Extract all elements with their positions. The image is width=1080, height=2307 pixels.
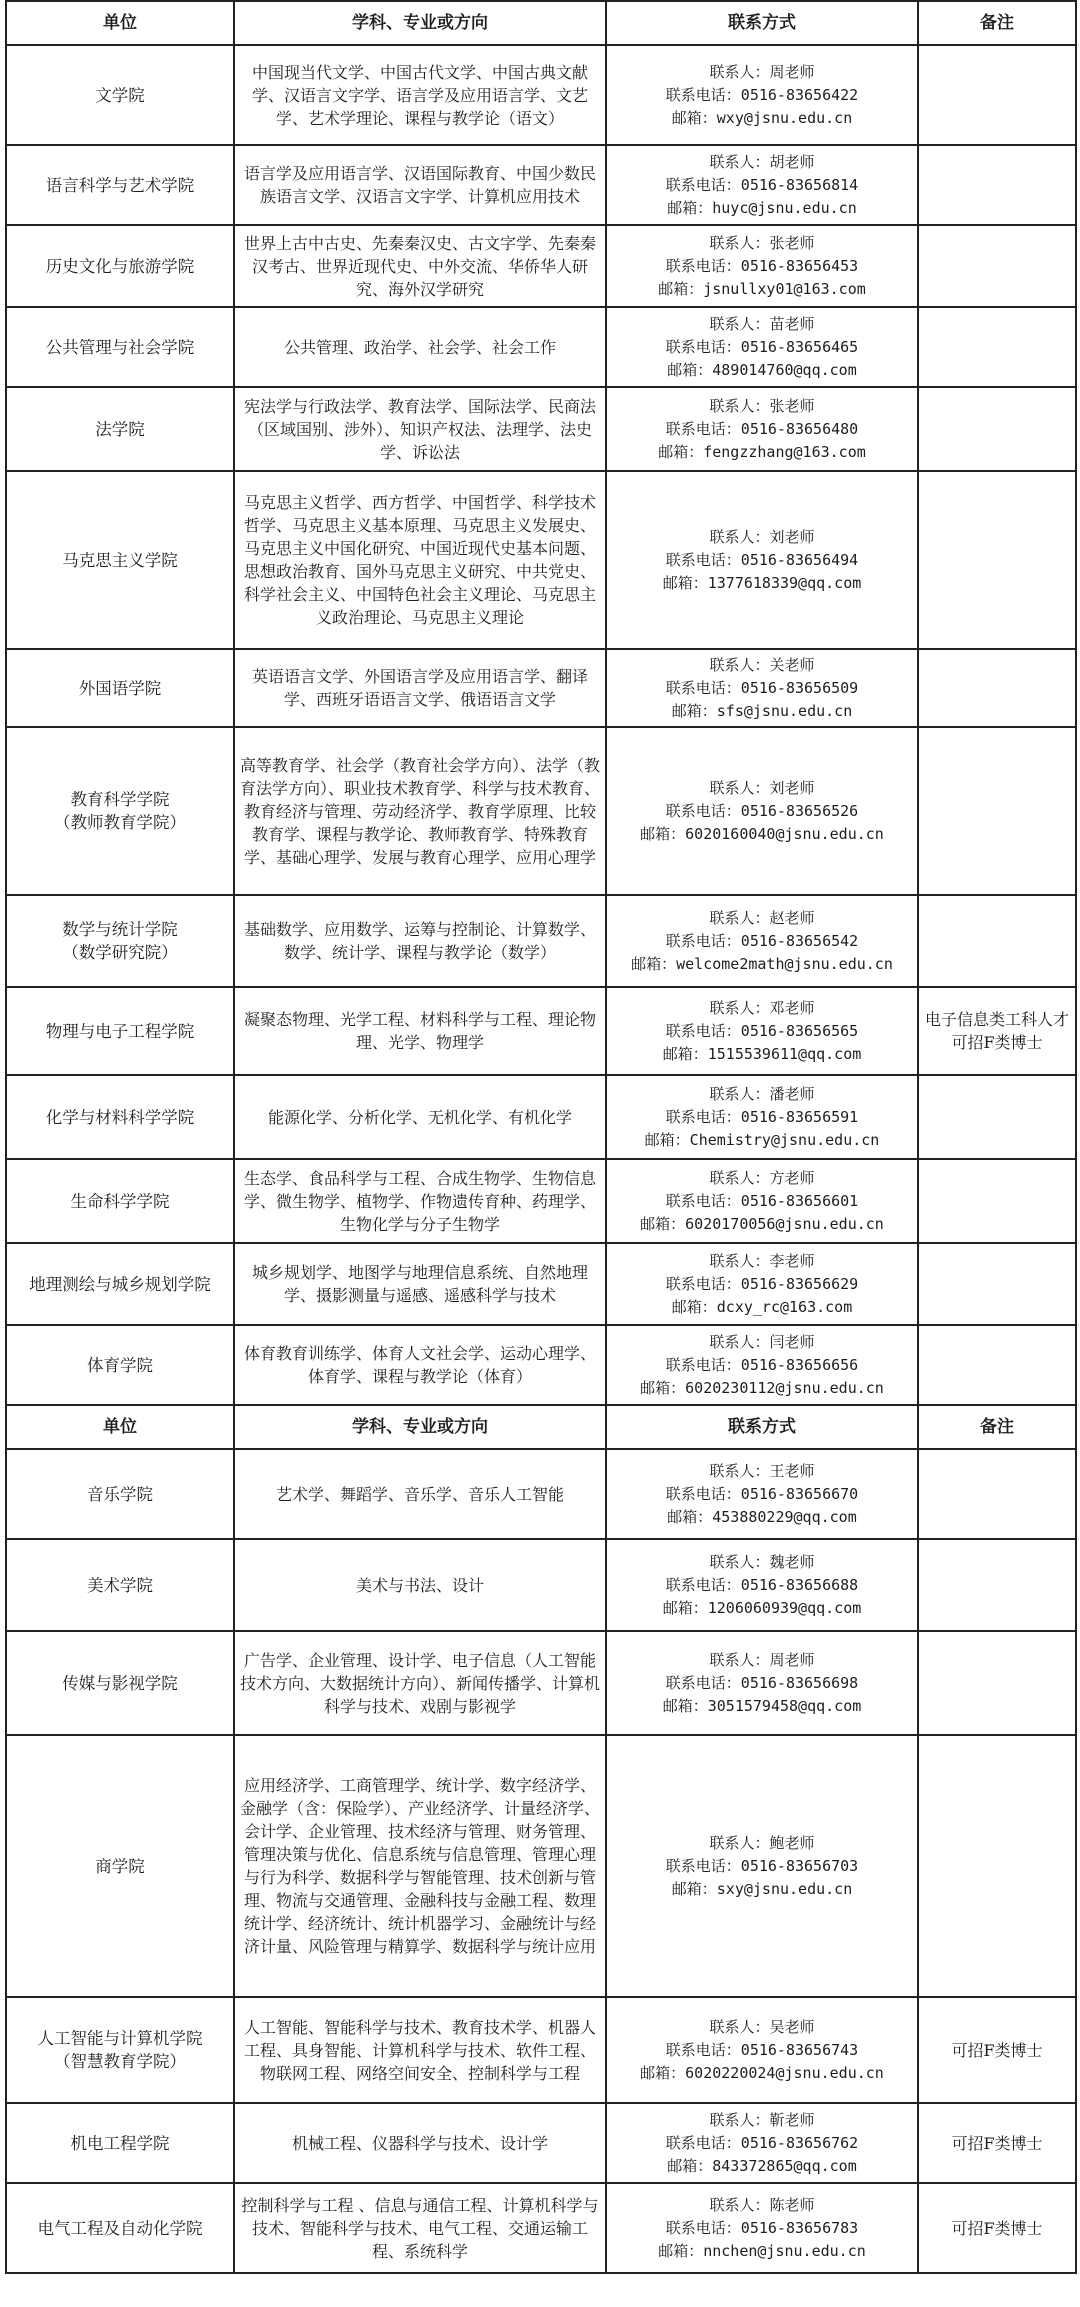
contact-phone: 联系电话：0516-83656494 (665, 550, 859, 569)
contact-cell (606, 45, 918, 145)
contact-person: 联系人：刘老师 (709, 527, 815, 546)
contact-person: 联系人：赵老师 (709, 908, 815, 927)
note-cell (918, 471, 1076, 649)
contact-email: 邮箱：453880229@qq.com (667, 1507, 857, 1526)
contact-email: 邮箱：6020230112@jsnu.edu.cn (640, 1378, 884, 1397)
header-row (6, 1, 1076, 45)
subject-cell: 英语语言文学、外国语言学及应用语言学、翻译学、西班牙语语言文学、俄语语言文学 (234, 649, 606, 727)
table-row (6, 727, 1076, 895)
contact-phone: 联系电话：0516-83656480 (665, 419, 859, 438)
table-row (6, 1997, 1076, 2103)
contact-phone: 联系电话：0516-83656509 (665, 678, 859, 697)
subject-cell: 城乡规划学、地图学与地理信息系统、自然地理学、摄影测量与遥感、遥感科学与技术 (234, 1243, 606, 1325)
contact-person: 联系人：王老师 (709, 1461, 815, 1480)
unit-name: 马克思主义学院 (62, 550, 178, 570)
note-cell: 可招F类博士 (918, 2103, 1076, 2183)
table-row (6, 1735, 1076, 1997)
contact-phone: 联系电话：0516-83656698 (665, 1673, 859, 1692)
contact-email: 邮箱：huyc@jsnu.edu.cn (667, 198, 857, 217)
unit-cell (6, 1325, 234, 1405)
subject-cell: 应用经济学、工商管理学、统计学、数字经济学、金融学（含：保险学）、产业经济学、计量经济学、会计学、企业管理、技术经济与管理、财务管理、管理决策与优化、信息系统与信息管理、管理心理与行为科学、数据科学与智能管理、技术创新与管理、物流与交通管理、金融科技与金融工程、数理统计学、经济统计、统计机器学习、金融统计与经济计量、风险管理与精算学、数据科学与统计应用 (234, 1735, 606, 1997)
contact-email: 邮箱：dcxy_rc@163.com (671, 1297, 853, 1316)
unit-name: 人工智能与计算机学院 (37, 2029, 203, 2048)
subject-cell: 宪法学与行政法学、教育法学、国际法学、民商法（区域国别、涉外）、知识产权法、法理学、法史学、诉讼法 (234, 387, 606, 471)
unit-cell (6, 307, 234, 387)
contact-phone: 联系电话：0516-83656783 (665, 2218, 859, 2237)
contact-person: 联系人：苗老师 (709, 314, 815, 333)
unit-cell (6, 471, 234, 649)
unit-name: 法学院 (95, 419, 145, 439)
note-cell: 电子信息类工科人才可招F类博士 (918, 987, 1076, 1075)
unit-name: 化学与材料科学学院 (45, 1107, 195, 1127)
note-cell (918, 1449, 1076, 1539)
unit-name: 语言科学与艺术学院 (45, 175, 195, 195)
contact-phone: 联系电话：0516-83656670 (665, 1484, 859, 1503)
note-cell: 可招F类博士 (918, 2183, 1076, 2273)
note-cell (918, 45, 1076, 145)
table-row (6, 987, 1076, 1075)
unit-name: 传媒与影视学院 (62, 1673, 178, 1693)
unit-cell (6, 1539, 234, 1631)
contact-cell (606, 307, 918, 387)
contact-phone: 联系电话：0516-83656814 (665, 175, 859, 194)
table-row (6, 1449, 1076, 1539)
contact-person: 联系人：张老师 (709, 396, 815, 415)
contact-phone: 联系电话：0516-83656465 (665, 337, 859, 356)
unit-cell (6, 1997, 234, 2103)
unit-cell (6, 987, 234, 1075)
contact-email: 邮箱：1515539611@qq.com (662, 1044, 862, 1063)
table-row (6, 2103, 1076, 2183)
table-row (6, 1243, 1076, 1325)
subject-cell: 广告学、企业管理、设计学、电子信息（人工智能技术方向、大数据统计方向）、新闻传播学、计算机科学与技术、戏剧与影视学 (234, 1631, 606, 1735)
contact-email: 邮箱：wxy@jsnu.edu.cn (671, 108, 853, 127)
contact-email: 邮箱：1206060939@qq.com (662, 1598, 862, 1617)
unit-name: 美术学院 (87, 1575, 153, 1595)
subject-cell: 人工智能、智能科学与技术、教育技术学、机器人工程、具身智能、计算机科学与技术、软件工程、物联网工程、网络空间安全、控制科学与工程 (234, 1997, 606, 2103)
contact-cell (606, 649, 918, 727)
unit-cell (6, 225, 234, 307)
contact-phone: 联系电话：0516-83656601 (665, 1191, 859, 1210)
contact-email: 邮箱：6020220024@jsnu.edu.cn (640, 2063, 884, 2082)
table-row (6, 895, 1076, 987)
contact-cell (606, 1997, 918, 2103)
header-row-repeat (6, 1405, 1076, 1449)
note-cell (918, 145, 1076, 225)
note-cell (918, 727, 1076, 895)
subject-cell: 马克思主义哲学、西方哲学、中国哲学、科学技术哲学、马克思主义基本原理、马克思主义发展史、马克思主义中国化研究、中国近现代史基本问题、思想政治教育、国外马克思主义研究、中共党史、科学社会主义、中国特色社会主义理论、马克思主义政治理论、马克思主义理论 (234, 471, 606, 649)
unit-name: （教师教育学院） (54, 813, 186, 832)
unit-cell (6, 387, 234, 471)
unit-name: 物理与电子工程学院 (45, 1021, 195, 1041)
subject-cell: 生态学、食品科学与工程、合成生物学、生物信息学、微生物学、植物学、作物遗传育种、药理学、生物化学与分子生物学 (234, 1159, 606, 1243)
contact-email: 邮箱：fengzzhang@163.com (658, 442, 866, 461)
contact-phone: 联系电话：0516-83656453 (665, 256, 859, 275)
table-row (6, 1159, 1076, 1243)
contact-cell (606, 1159, 918, 1243)
unit-cell (6, 2103, 234, 2183)
contact-email: 邮箱：1377618339@qq.com (662, 573, 862, 592)
note-cell (918, 1735, 1076, 1997)
contact-person: 联系人：刘老师 (709, 778, 815, 797)
contact-phone: 联系电话：0516-83656591 (665, 1107, 859, 1126)
contact-phone: 联系电话：0516-83656688 (665, 1575, 859, 1594)
contact-person: 联系人：陈老师 (709, 2195, 815, 2214)
table-row (6, 1539, 1076, 1631)
header-unit: 单位 (6, 1405, 234, 1449)
unit-cell (6, 1075, 234, 1159)
unit-name: 体育学院 (87, 1355, 153, 1375)
contact-email: 邮箱：3051579458@qq.com (662, 1696, 862, 1715)
subject-cell: 高等教育学、社会学（教育社会学方向）、法学（教育法学方向）、职业技术教育学、科学与技术教育、教育经济与管理、劳动经济学、教育学原理、比较教育学、课程与教学论、教师教育学、特殊教育学、基础心理学、发展与教育心理学、应用心理学 (234, 727, 606, 895)
contact-phone: 联系电话：0516-83656656 (665, 1355, 859, 1374)
unit-name: 公共管理与社会学院 (45, 337, 195, 357)
contact-cell (606, 1243, 918, 1325)
recruitment-table (5, 0, 1077, 2274)
note-cell (918, 1159, 1076, 1243)
contact-cell (606, 471, 918, 649)
subject-cell: 语言学及应用语言学、汉语国际教育、中国少数民族语言文学、汉语言文字学、计算机应用技术 (234, 145, 606, 225)
contact-person: 联系人：方老师 (709, 1168, 815, 1187)
note-cell (918, 1325, 1076, 1405)
contact-cell (606, 2103, 918, 2183)
subject-cell: 凝聚态物理、光学工程、材料科学与工程、理论物理、光学、物理学 (234, 987, 606, 1075)
unit-name: 电气工程及自动化学院 (37, 2218, 203, 2238)
note-cell (918, 387, 1076, 471)
table-row (6, 1325, 1076, 1405)
unit-cell (6, 895, 234, 987)
contact-person: 联系人：吴老师 (709, 2017, 815, 2036)
note-cell (918, 1075, 1076, 1159)
table-row (6, 1631, 1076, 1735)
unit-name: （数学研究院） (62, 943, 178, 962)
contact-email: 邮箱：489014760@qq.com (667, 360, 857, 379)
table-row (6, 471, 1076, 649)
unit-name: 教育科学学院 (70, 790, 170, 809)
contact-cell (606, 387, 918, 471)
contact-cell (606, 2183, 918, 2273)
header-subject: 学科、专业或方向 (234, 1405, 606, 1449)
unit-cell (6, 649, 234, 727)
subject-cell: 能源化学、分析化学、无机化学、有机化学 (234, 1075, 606, 1159)
unit-name: 历史文化与旅游学院 (45, 256, 195, 276)
unit-name: 数学与统计学院 (62, 920, 178, 939)
contact-phone: 联系电话：0516-83656762 (665, 2133, 859, 2152)
subject-cell: 基础数学、应用数学、运筹与控制论、计算数学、数学、统计学、课程与教学论（数学） (234, 895, 606, 987)
header-unit: 单位 (6, 1, 234, 45)
contact-phone: 联系电话：0516-83656542 (665, 931, 859, 950)
unit-name: 商学院 (95, 1856, 145, 1876)
contact-person: 联系人：靳老师 (709, 2110, 815, 2129)
contact-email: 邮箱：843372865@qq.com (667, 2156, 857, 2175)
contact-email: 邮箱：jsnullxy01@163.com (658, 279, 866, 298)
subject-cell: 世界上古中古史、先秦秦汉史、古文字学、先秦秦汉考古、世界近现代史、中外交流、华侨华人研究、海外汉学研究 (234, 225, 606, 307)
contact-cell (606, 1539, 918, 1631)
unit-cell (6, 1243, 234, 1325)
contact-person: 联系人：潘老师 (709, 1084, 815, 1103)
note-cell (918, 649, 1076, 727)
contact-cell (606, 895, 918, 987)
note-cell (918, 225, 1076, 307)
header-contact: 联系方式 (606, 1, 918, 45)
unit-cell (6, 45, 234, 145)
contact-person: 联系人：闫老师 (709, 1332, 815, 1351)
contact-person: 联系人：胡老师 (709, 152, 815, 171)
contact-cell (606, 145, 918, 225)
contact-person: 联系人：鲍老师 (709, 1833, 815, 1852)
contact-person: 联系人：关老师 (709, 655, 815, 674)
note-cell (918, 895, 1076, 987)
unit-cell (6, 1631, 234, 1735)
note-cell (918, 1539, 1076, 1631)
subject-cell: 美术与书法、设计 (234, 1539, 606, 1631)
subject-cell: 中国现当代文学、中国古代文学、中国古典文献学、汉语言文字学、语言学及应用语言学、文艺学、艺术学理论、课程与教学论（语文） (234, 45, 606, 145)
contact-email: 邮箱：sxy@jsnu.edu.cn (671, 1879, 853, 1898)
header-note: 备注 (918, 1, 1076, 45)
contact-email: 邮箱：6020160040@jsnu.edu.cn (640, 824, 884, 843)
table-row (6, 307, 1076, 387)
table-row (6, 45, 1076, 145)
contact-person: 联系人：邓老师 (709, 998, 815, 1017)
subject-cell: 艺术学、舞蹈学、音乐学、音乐人工智能 (234, 1449, 606, 1539)
unit-name: 生命科学学院 (70, 1191, 170, 1211)
subject-cell: 控制科学与工程 、信息与通信工程、计算机科学与技术、智能科学与技术、电气工程、交通运输工程、系统科学 (234, 2183, 606, 2273)
unit-cell (6, 1735, 234, 1997)
contact-phone: 联系电话：0516-83656565 (665, 1021, 859, 1040)
subject-cell: 机械工程、仪器科学与技术、设计学 (234, 2103, 606, 2183)
unit-cell (6, 145, 234, 225)
contact-cell (606, 1631, 918, 1735)
subject-cell: 公共管理、政治学、社会学、社会工作 (234, 307, 606, 387)
contact-email: 邮箱：6020170056@jsnu.edu.cn (640, 1214, 884, 1233)
table-row (6, 145, 1076, 225)
table-row (6, 1075, 1076, 1159)
note-cell: 可招F类博士 (918, 1997, 1076, 2103)
unit-name: 机电工程学院 (70, 2133, 170, 2153)
unit-cell (6, 1159, 234, 1243)
note-cell (918, 1243, 1076, 1325)
contact-phone: 联系电话：0516-83656703 (665, 1856, 859, 1875)
contact-email: 邮箱：welcome2math@jsnu.edu.cn (631, 954, 893, 973)
unit-name: （智慧教育学院） (54, 2052, 186, 2071)
contact-cell (606, 1449, 918, 1539)
contact-email: 邮箱：nnchen@jsnu.edu.cn (658, 2241, 866, 2260)
contact-email: 邮箱：Chemistry@jsnu.edu.cn (644, 1130, 880, 1149)
contact-phone: 联系电话：0516-83656422 (665, 85, 859, 104)
table-row (6, 387, 1076, 471)
contact-person: 联系人：张老师 (709, 233, 815, 252)
header-contact: 联系方式 (606, 1405, 918, 1449)
table-row (6, 2183, 1076, 2273)
contact-cell (606, 987, 918, 1075)
header-note: 备注 (918, 1405, 1076, 1449)
contact-cell (606, 1075, 918, 1159)
contact-cell (606, 1735, 918, 1997)
unit-name: 地理测绘与城乡规划学院 (29, 1274, 211, 1294)
contact-phone: 联系电话：0516-83656743 (665, 2040, 859, 2059)
contact-phone: 联系电话：0516-83656526 (665, 801, 859, 820)
table-row (6, 225, 1076, 307)
unit-name: 外国语学院 (78, 678, 162, 698)
note-cell (918, 307, 1076, 387)
subject-cell: 体育教育训练学、体育人文社会学、运动心理学、体育学、课程与教学论（体育） (234, 1325, 606, 1405)
contact-person: 联系人：周老师 (709, 62, 815, 81)
contact-cell (606, 225, 918, 307)
header-subject: 学科、专业或方向 (234, 1, 606, 45)
contact-phone: 联系电话：0516-83656629 (665, 1274, 859, 1293)
table-row (6, 649, 1076, 727)
note-cell (918, 1631, 1076, 1735)
unit-cell (6, 2183, 234, 2273)
contact-person: 联系人：周老师 (709, 1650, 815, 1669)
unit-cell (6, 1449, 234, 1539)
contact-cell (606, 1325, 918, 1405)
unit-name: 音乐学院 (87, 1484, 153, 1504)
contact-person: 联系人：李老师 (709, 1251, 815, 1270)
unit-name: 文学院 (95, 85, 145, 105)
contact-email: 邮箱：sfs@jsnu.edu.cn (671, 701, 853, 720)
contact-cell (606, 727, 918, 895)
contact-person: 联系人：魏老师 (709, 1552, 815, 1571)
unit-cell (6, 727, 234, 895)
